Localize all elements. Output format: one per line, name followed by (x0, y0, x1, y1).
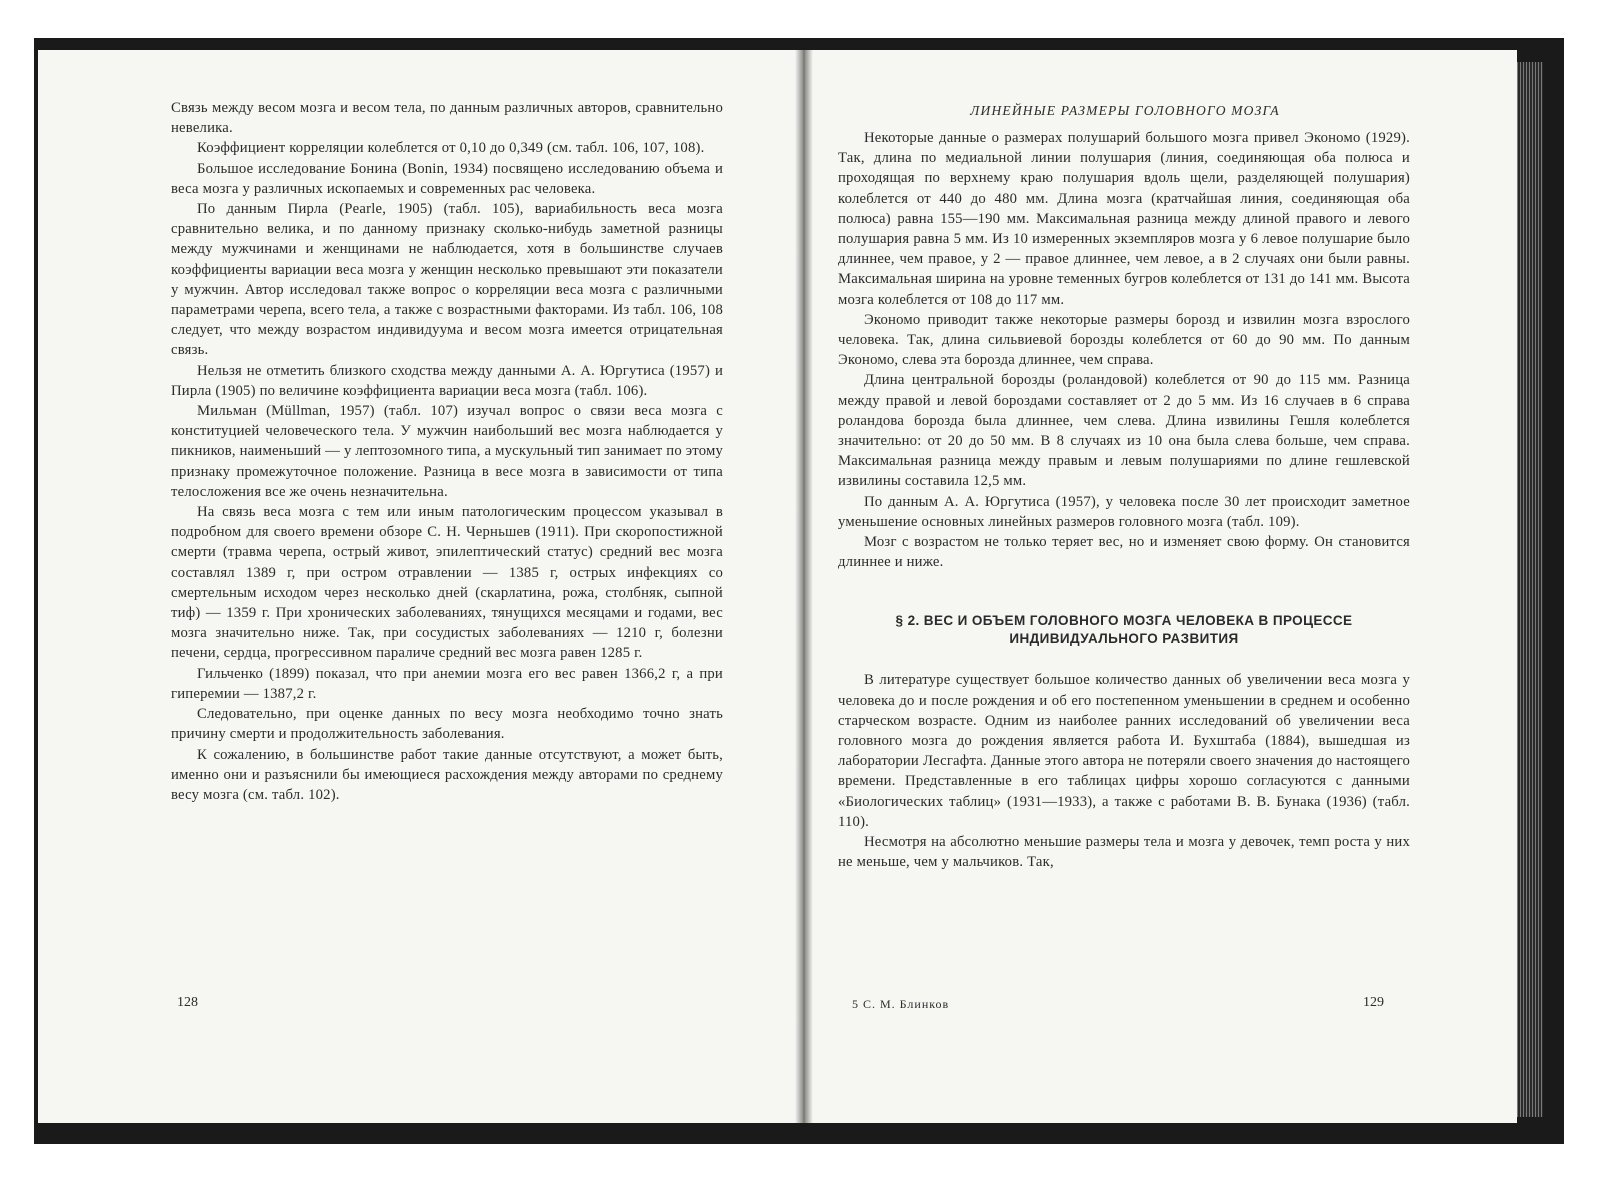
paragraph: Несмотря на абсолютно меньшие размеры тела и мозга у девочек, темп роста у них не меньше, чем у мальчиков. Так, (838, 834, 1410, 871)
paragraph: Нельзя не отметить близкого сходства между данными А. А. Юргутиса (1957) и Пирла (1905) по величине коэффициента вариации веса мозга (табл. 106). (171, 362, 723, 399)
paragraph: Коэффициент корреляции колеблется от 0,10 до 0,349 (см. табл. 106, 107, 108). (197, 140, 705, 157)
paragraph: В литературе существует большое количество данных об увеличении веса мозга у человека до и после рождения и об его постепенном уменьшении в среднем и особенно старческом возрасте. Одним из наиболее ранних исследований об увеличении веса головного мозга до рождения является работа И. Бухштаба (1884), вышедшая из лаборатории Лесгафта. Данные этого автора не потеряли своего значения до настоящего времени. Представленные в его таблицах цифры хорошо согласуются с данными «Биологических таблиц» (1931—1933), а также с работами В. В. Бунака (1936) (табл. 110). (838, 672, 1410, 830)
paragraph: По данным Пирла (Pearle, 1905) (табл. 105), вариабильность веса мозга сравнительно велика, и по данному признаку сколько-нибудь заметной разницы между мужчинами и женщинами не наблюдается, хотя в большинстве случаев коэффициенты вариации веса мозга у женщин несколько превышают эти показатели у мужчин. Автор исследовал также вопрос о корреляции веса мозга с различными параметрами черепа, всего тела, а также с возрастными факторами. Из табл. 106, 108 следует, что между возрастом индивидуума и весом мозга имеется отрицательная связь. (171, 201, 723, 359)
right-text-column (838, 128, 1410, 873)
left-text-column (171, 98, 723, 805)
paragraph: Связь между весом мозга и весом тела, по данным различных авторов, сравнительно невелика. (171, 100, 723, 137)
running-head: ЛИНЕЙНЫЕ РАЗМЕРЫ ГОЛОВНОГО МОЗГА (970, 103, 1280, 118)
paragraph: К сожалению, в большинстве работ такие данные отсутствуют, а может быть, именно они и разъяснили бы имеющиеся расхождения между авторами по среднему весу мозга (см. табл. 102). (171, 746, 723, 803)
paragraph: Гильченко (1899) показал, что при анемии мозга его вес равен 1366,2 г, а при гиперемии — 1387,2 г. (171, 665, 723, 702)
section-heading-line: § 2. ВЕС И ОБЪЕМ ГОЛОВНОГО МОЗГА ЧЕЛОВЕКА В ПРОЦЕССЕ (895, 613, 1353, 629)
section-heading (838, 612, 1410, 648)
paragraph: На связь веса мозга с тем или иным патологическим процессом указывал в подробном для своего времени обзоре С. Н. Черньшев (1911). При скоропостижной смерти (травма черепа, острый живот, эпилептический статус) средний вес мозга составлял 1389 г, при остром отравлении — 1385 г, острых инфекциях со смертельным исходом через несколько дней (скарлатина, рожа, столбняк, сыпной тиф) — 1359 г. При хронических заболеваниях, тянущихся месяцами и годами, вес мозга значительно ниже. Так, при сосудистых заболеваниях — 1210 г, болезни печени, сердца, прогрессивном параличе средний вес мозга равен 1285 г. (171, 504, 723, 662)
page-number-left: 128 (177, 995, 198, 1010)
paragraph: Большое исследование Бонина (Bonin, 1934) посвящено исследованию объема и веса мозга у различных ископаемых и современных рас человека. (171, 160, 723, 197)
page-number-right: 129 (1363, 995, 1384, 1010)
paragraph: По данным А. А. Юргутиса (1957), у человека после 30 лет происходит заметное уменьшение основных линейных размеров головного мозга (табл. 109). (838, 493, 1410, 530)
section-heading-line: ИНДИВИДУАЛЬНОГО РАЗВИТИЯ (1009, 631, 1239, 647)
paragraph: Мильман (Müllman, 1957) (табл. 107) изучал вопрос о связи веса мозга с конституцией человеческого тела. У мужчин наибольший вес мозга наблюдается у пикников, наименьший — у лептозомного типа, а мускульный тип занимает по этому признаку промежуточное положение. Разница в весе мозга в зависимости от типа телосложения все же очень незначительна. (171, 403, 723, 500)
book-gutter (795, 50, 813, 1123)
paragraph: Мозг с возрастом не только теряет вес, но и изменяет свою форму. Он становится длиннее и ниже. (838, 534, 1410, 571)
printer-signature: 5 С. М. Блинков (852, 997, 950, 1011)
paragraph: Длина центральной борозды (роландовой) колеблется от 90 до 115 мм. Разница между правой и левой бороздами составляет от 2 до 5 мм. Из 16 случаев в 6 справа роландова борозда была длиннее, чем слева. Длина извилины Гешля колеблется значительно: от 20 до 50 мм. В 8 случаях из 10 она была слева больше, чем справа. Максимальная разница между правым и левым полушариями по длине гешлевской извилины составила 12,5 мм. (838, 372, 1410, 490)
paragraph: Экономо приводит также некоторые размеры борозд и извилин мозга взрослого человека. Так, длина сильвиевой борозды колеблется от 60 до 90 мм. По данным Экономо, слева эта борозда длиннее, чем справа. (838, 311, 1410, 369)
paragraph: Следовательно, при оценке данных по весу мозга необходимо точно знать причину смерти и продолжительность заболевания. (171, 706, 723, 743)
page-edges (1517, 62, 1543, 1117)
paragraph: Некоторые данные о размерах полушарий большого мозга привел Экономо (1929). Так, длина по медиальной линии полушария (линия, соединяющая оба полюса и проходящая по верхнему краю полушария вдоль щели, разделяющей полушария) колеблется от 440 до 480 мм. Длина мозга (кратчайшая линия, соединяющая оба полюса) равна 155—190 мм. Максимальная разница между длиной правого и левого полушария равна 5 мм. Из 10 измеренных экземпляров мозга у 6 левое полушарие было длиннее, чем правое, у 2 — правое длиннее, чем левое, а в 2 случаях они были равны. Максимальная ширина на уровне теменных бугров колеблется от 131 до 141 мм. Высота мозга колеблется от 108 до 117 мм. (838, 130, 1410, 308)
